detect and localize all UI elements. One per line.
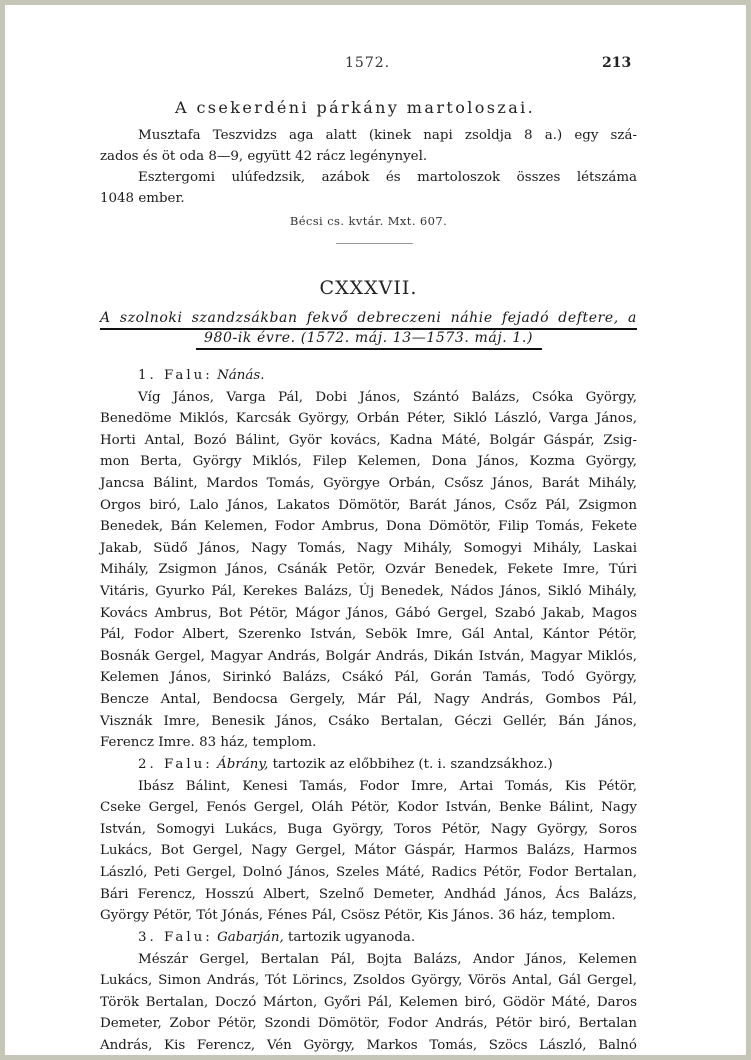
document-number: CXXXVII.	[319, 277, 418, 299]
body-line: Kovács Ambrus, Bot Pétör, Mágor János, Gábó Gergel, Szabó Jakab, Magos	[100, 605, 637, 621]
body-line: Demeter, Zobor Pétör, Szondi Dömötör, Fodor András, Pétör biró, Bertalan	[100, 1016, 637, 1032]
body-line: Mihály, Zsigmon János, Csánák Petör, Ozvár Benedek, Fekete Imre, Túri	[100, 562, 637, 578]
body-line: Cseke Gergel, Fenós Gergel, Oláh Pétör, Kodor István, Benke Bálint, Nagy	[100, 800, 637, 816]
body-line: László, Peti Gergel, Dolnó János, Szeles Máté, Radics Pétör, Fodor Bertalan,	[100, 865, 637, 880]
body-line: Vitáris, Gyurko Pál, Kerekes Balázs, Új Benedek, Nádos János, Sikló Mihály,	[100, 584, 637, 599]
document-subtitle-line: 980-ik évre. (1572. máj. 13—1573. máj. 1.)	[203, 330, 534, 346]
page-number: 213	[602, 55, 632, 71]
subtitle-underline	[196, 348, 542, 350]
body-line: Mészár Gergel, Bertalan Pál, Bojta Balázs, Andor János, Kelemen	[138, 951, 637, 967]
document-subtitle-line: A szolnoki szandzsákban fekvő debreczeni náhie fejadó deftere, a	[100, 310, 637, 326]
body-line: Bosnák Gergel, Magyar András, Bolgár András, Dikán István, Magyar Miklós,	[100, 648, 637, 664]
body-line: 1048 ember.	[100, 191, 185, 206]
village-name: Ábrány,	[217, 757, 269, 772]
section-title: A csekerdéni párkány martoloszai.	[175, 98, 536, 117]
body-line: Benedöme Miklós, Karcsák György, Orbán Péter, Sikló László, Varga János,	[100, 411, 637, 427]
body-line: Pál, Fodor Albert, Szerenko István, Sebök Imre, Gál Antal, Kántor Pétör,	[100, 627, 637, 643]
body-line: Visznák Imre, Benesik János, Csáko Bertalan, Géczi Gellér, Bán János,	[100, 713, 637, 729]
body-line: mon Berta, György Miklós, Filep Kelemen, Dona János, Kozma György,	[100, 454, 637, 470]
body-line: Lukács, Simon András, Tót Lörincs, Zsoldos György, Vörös Antal, Gál Gergel,	[100, 973, 637, 989]
body-line: Kelemen János, Sirinkó Balázs, Csákó Pál, Gorán Tamás, Todó György,	[100, 670, 637, 686]
body-line: András, Kis Ferencz, Vén György, Markos Tomás, Szöcs László, Balnó	[100, 1038, 637, 1053]
body-line: Jakab, Südő János, Nagy Tomás, Nagy Mihály, Somogyi Mihály, Laskai	[100, 540, 637, 556]
village-heading	[100, 365, 637, 387]
body-line: Lukács, Bot Gergel, Nagy Gergel, Mátor Gáspár, Harmos Balázs, Harmos	[100, 843, 637, 859]
village-heading-label: 1. Falu:	[138, 368, 213, 383]
village-heading	[100, 754, 637, 776]
body-line: Horti Antal, Bozó Bálint, Györ kovács, Kadna Máté, Bolgár Gáspár, Zsig-	[100, 432, 637, 448]
document-header	[100, 5, 637, 405]
body-line: Musztafa Teszvidzs aga alatt (kinek napi zsoldja 8 a.) egy szá-	[138, 128, 637, 143]
body-line: Török Bertalan, Doczó Márton, Győri Pál, Kelemen biró, Gödör Máté, Daros	[100, 994, 637, 1010]
body-line: György Pétör, Tót Jónás, Fénes Pál, Csösz Pétör, Kis János. 36 ház, templom.	[100, 908, 616, 924]
village-heading-label: 3. Falu:	[138, 930, 213, 945]
body-line: Benedek, Bán Kelemen, Fodor Ambrus, Dona Dömötör, Filip Tomás, Fekete	[100, 519, 637, 535]
document-page	[5, 5, 746, 1055]
body-line: Ibász Bálint, Kenesi Tamás, Fodor Imre, Artai Tomás, Kis Pétör,	[138, 778, 637, 794]
village-heading	[100, 927, 637, 949]
body-line: Esztergomi ulúfedzsik, azábok és martoloszok összes létszáma	[138, 170, 637, 185]
body-line: Jancsa Bálint, Mardos Tomás, Györgye Orbán, Csősz János, Barát Mihály,	[100, 476, 637, 491]
source-citation: Bécsi cs. kvtár. Mxt. 607.	[289, 214, 448, 228]
village-heading-note: tartozik az előbbihez (t. i. szandzsákhoz.)	[272, 757, 553, 772]
body-line: István, Somogyi Lukács, Buga György, Toros Pétör, Nagy György, Soros	[100, 821, 637, 837]
body-line: Bencze Antal, Bendocsa Gergely, Már Pál, Nagy András, Gombos Pál,	[100, 692, 637, 707]
village-heading-label: 2. Falu:	[138, 757, 213, 772]
body-line: zados és öt oda 8—9, együtt 42 rácz legénynyel.	[100, 149, 428, 164]
body-line: Víg János, Varga Pál, Dobi János, Szántó Balázs, Csóka György,	[138, 389, 637, 405]
separator-rule	[336, 243, 413, 244]
village-heading-note: tartozik ugyanoda.	[288, 930, 416, 945]
body-line: Ferencz Imre. 83 ház, templom.	[100, 735, 317, 751]
running-head-year: 1572.	[345, 55, 391, 71]
body-line: Orgos biró, Lalo János, Lakatos Dömötör, Barát János, Csőz Pál, Zsigmon	[100, 497, 637, 513]
village-name: Nánás.	[217, 368, 265, 383]
body-line: Bári Ferencz, Hosszú Albert, Szelnő Demeter, Andhád János, Ács Balázs,	[100, 886, 637, 902]
village-name: Gabarján,	[217, 930, 284, 945]
